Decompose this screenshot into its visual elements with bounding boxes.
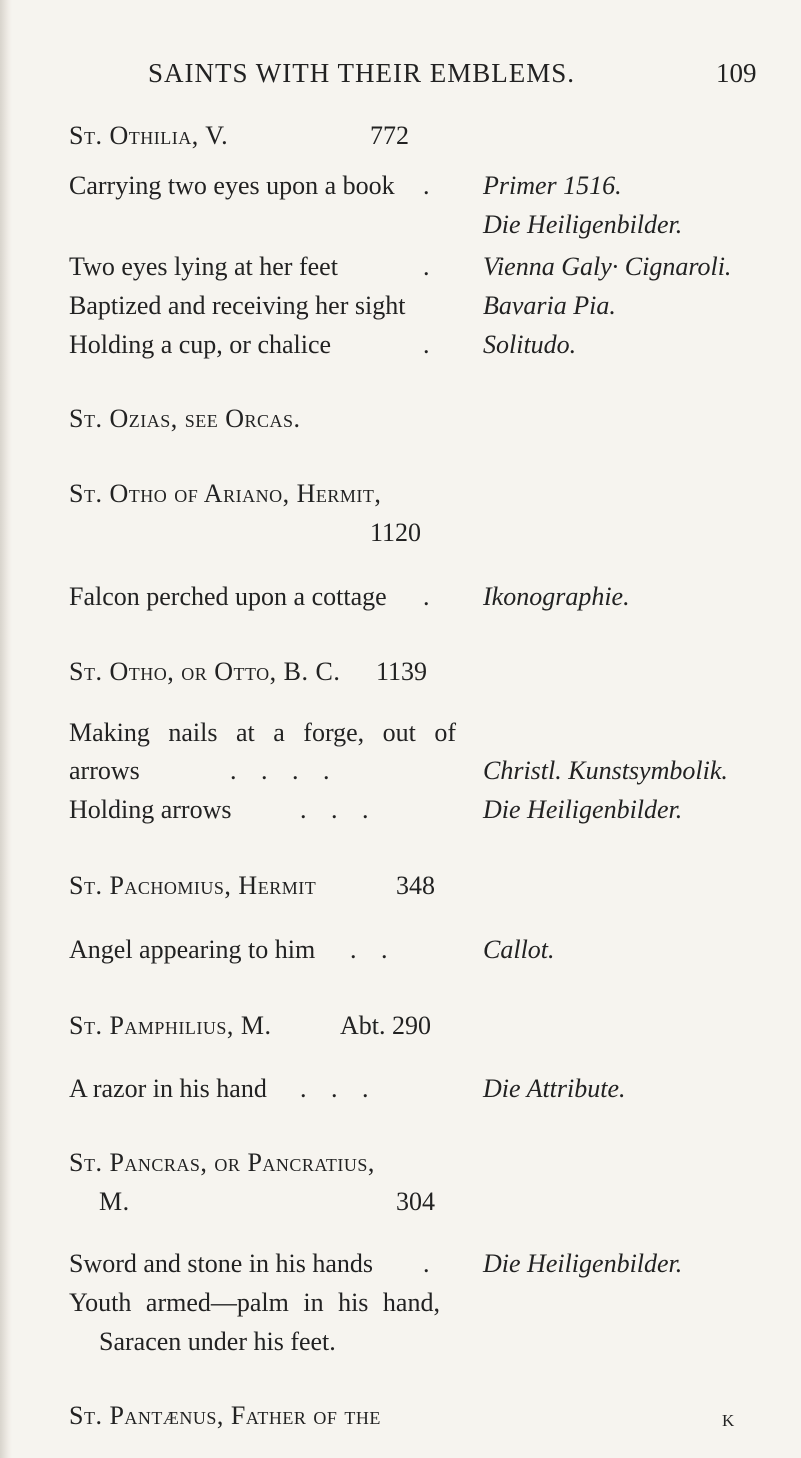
- emblem-text: Two eyes lying at her feet: [69, 252, 338, 281]
- entry-heading: St. Pachomius, Hermit: [69, 871, 317, 900]
- emblem-text: Baptized and receiving her sight: [69, 291, 406, 320]
- leader-dots: . .: [350, 935, 388, 964]
- page-binding-shadow: [0, 0, 12, 1458]
- source-text: Primer 1516.: [483, 171, 622, 200]
- entry-date: 1139: [376, 657, 428, 686]
- leader-dots: . . .: [300, 1074, 369, 1103]
- entry-heading: St. Otho of Ariano, Hermit,: [69, 479, 382, 508]
- leader-dots: .: [423, 1249, 430, 1278]
- entry-heading: St. Otho, or Otto, B. C.: [69, 657, 341, 686]
- emblem-text: Carrying two eyes upon a book: [69, 171, 395, 200]
- leader-dots: .: [423, 582, 430, 611]
- entry-heading: St. Pantænus, Father of the: [69, 1401, 381, 1430]
- source-text: Christl. Kunstsymbolik.: [483, 756, 728, 785]
- entry-heading: St. Ozias, see Orcas.: [69, 404, 301, 433]
- leader-dots: . . .: [300, 795, 369, 824]
- source-text: Callot.: [483, 935, 555, 964]
- emblem-text: Angel appearing to him: [69, 935, 316, 964]
- emblem-text: Holding a cup, or chalice: [69, 330, 332, 359]
- entry-date: 772: [370, 121, 409, 150]
- source-text: Ikonographie.: [483, 582, 630, 611]
- entry-heading-continued: M.: [99, 1187, 130, 1216]
- source-text: Solitudo.: [483, 330, 577, 359]
- source-text: Vienna Galy· Cignaroli.: [483, 252, 732, 281]
- source-text: Die Heiligenbilder.: [483, 1249, 683, 1278]
- emblem-text: Saracen under his feet.: [99, 1327, 336, 1356]
- entry-heading: St. Pancras, or Pancratius,: [69, 1148, 375, 1177]
- leader-dots: .: [423, 330, 430, 359]
- source-text: Die Heiligenbilder.: [483, 795, 683, 824]
- entry-date: 1120: [370, 518, 422, 547]
- leader-dots: .: [423, 171, 430, 200]
- source-text: Die Heiligenbilder.: [483, 210, 683, 239]
- emblem-text: Falcon perched upon a cottage: [69, 582, 387, 611]
- emblem-text: Holding arrows: [69, 795, 232, 824]
- emblem-text: Youth armed—palm in his hand,: [69, 1288, 440, 1317]
- source-text: Bavaria Pia.: [483, 291, 616, 320]
- emblem-text: A razor in his hand: [69, 1074, 267, 1103]
- running-head: SAINTS WITH THEIR EMBLEMS.: [148, 58, 576, 88]
- emblem-text: arrows: [69, 756, 140, 785]
- entry-heading: St. Pamphilius, M.: [69, 1011, 272, 1040]
- entry-heading: St. Othilia, V.: [69, 121, 229, 150]
- emblem-text: Sword and stone in his hands: [69, 1249, 374, 1278]
- entry-date: Abt. 290: [340, 1011, 431, 1040]
- entry-date: 304: [396, 1187, 435, 1216]
- leader-dots: .: [423, 252, 430, 281]
- printer-signature-mark: K: [722, 1411, 735, 1430]
- entry-date: 348: [396, 871, 435, 900]
- emblem-text: Making nails at a forge, out of: [69, 718, 457, 747]
- page-number: 109: [716, 58, 757, 88]
- leader-dots: . . . .: [230, 756, 330, 785]
- source-text: Die Attribute.: [483, 1074, 626, 1103]
